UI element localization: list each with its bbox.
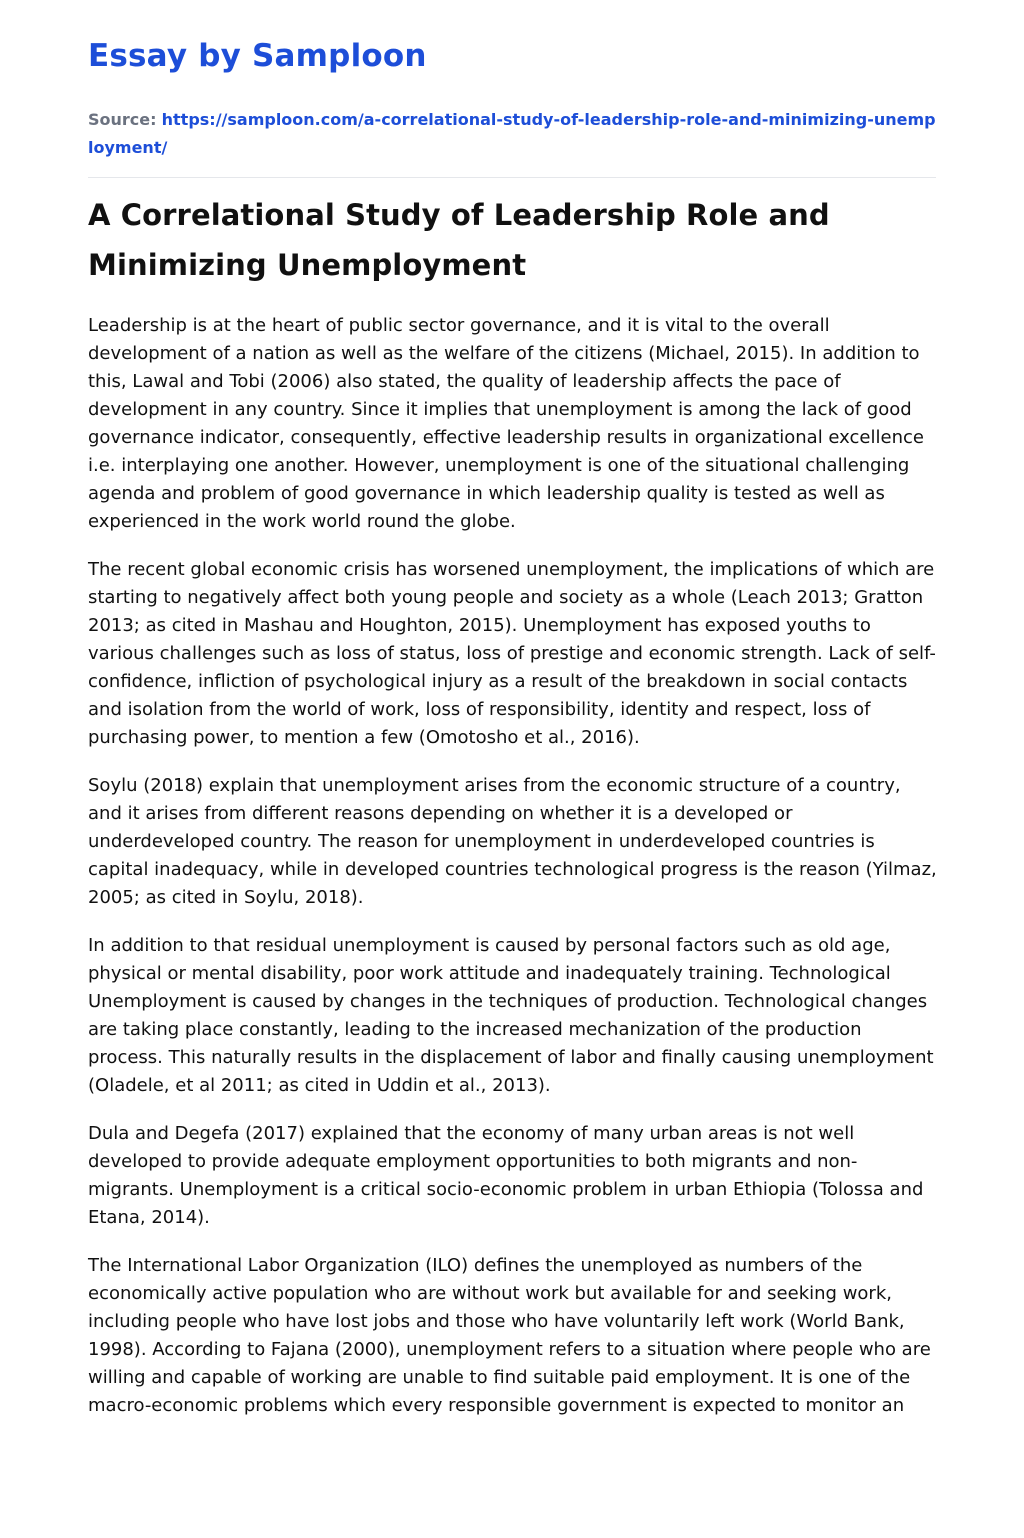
paragraph: In addition to that residual unemployment is caused by personal factors such as old age, physical or mental disability, poor work attitude and inadequately training. Technological Unemployment is caused by changes in the techniques of production. Technological changes are taking place constantly, leading to the increased mechanization of the production process. This naturally results in the displacement of labor and finally causing unemployment (Oladele, et al 2011; as cited in Uddin et al., 2013). — [88, 935, 934, 1096]
paragraph: Dula and Degefa (2017) explained that the economy of many urban areas is not well developed to provide adequate employment opportunities to both migrants and non-migrants. Unemployment is a critical socio-economic problem in urban Ethiopia (Tolossa and Etana, 2014). — [88, 1123, 924, 1228]
source-label: Source: — [88, 110, 157, 129]
paragraph: Leadership is at the heart of public sector governance, and it is vital to the overall development of a nation as well as the welfare of the citizens (Michael, 2015). In addition to this, Lawal and Tobi (2006) also stated, the quality of leadership affects the pace of development in any country. Since it implies that unemployment is among the lack of good governance indicator, consequently, effective leadership results in organizational excellence i.e. interplaying one another. However, unemployment is one of the situational challenging agenda and problem of good governance in which leadership quality is tested as well as experienced in the work world round the globe. — [88, 315, 924, 532]
article-body — [88, 312, 938, 1420]
source-link[interactable]: https://samploon.com/a-correlational-study-of-leadership-role-and-minimizing-unemployment/ — [88, 110, 936, 157]
divider — [88, 177, 936, 178]
paragraph: The International Labor Organization (ILO) defines the unemployed as numbers of the economically active population who are without work but available for and seeking work, including people who have lost jobs and those who have voluntarily left work (World Bank, 1998). According to Fajana (2000), unemployment refers to a situation where people who are willing and capable of working are unable to find suitable paid employment. It is one of the macro-economic problems which every responsible government is expected to monitor an — [88, 1255, 931, 1416]
document-page — [88, 0, 938, 1440]
paragraph: The recent global economic crisis has worsened unemployment, the implications of which are starting to negatively affect both young people and society as a whole (Leach 2013; Gratton 2013; as cited in Mashau and Houghton, 2015). Unemployment has exposed youths to various challenges such as loss of status, loss of prestige and economic strength. Lack of self-confidence, infliction of psychological injury as a result of the breakdown in social contacts and isolation from the world of work, loss of responsibility, identity and respect, loss of purchasing power, to mention a few (Omotosho et al., 2016). — [88, 559, 936, 748]
paragraph: Soylu (2018) explain that unemployment arises from the economic structure of a country, and it arises from different reasons depending on whether it is a developed or underdeveloped country. The reason for unemployment in underdeveloped countries is capital inadequacy, while in developed countries technological progress is the reason (Yilmaz, 2005; as cited in Soylu, 2018). — [88, 775, 937, 908]
source-line — [88, 106, 938, 162]
brand-title: Essay by Samploon — [88, 38, 427, 74]
article-title: A Correlational Study of Leadership Role and Minimizing Unemployment — [88, 198, 830, 282]
